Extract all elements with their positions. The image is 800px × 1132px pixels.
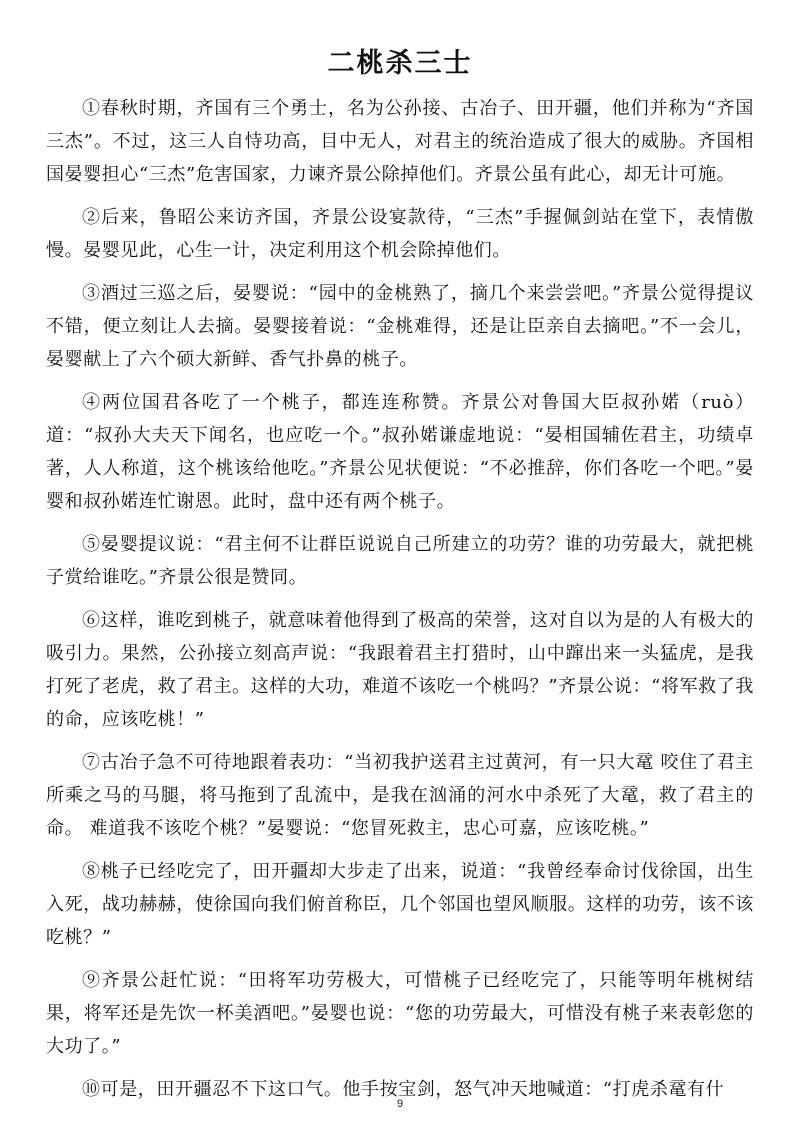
paragraph-6: ⑥这样，谁吃到桃子，就意味着他得到了极高的荣誉，这对自以为是的人有极大的吸引力。果然，公孙接立刻高声说：“我跟着君主打猎时，山中蹿出来一头猛虎，是我打死了老虎，救了君主。这样的大功，难道不该吃一个桃吗？”齐景公说：“将军救了我的命，应该吃桃！” bbox=[46, 610, 754, 730]
paragraph-10: ⑩可是，田开疆忍不下这口气。他手按宝剑，怒气冲天地喊道：“打虎杀鼋有什 bbox=[82, 1079, 725, 1100]
paragraph-7: ⑦古冶子急不可待地跟着表功：“当初我护送君主过黄河，有一只大鼋 咬住了君主所乘之马的马腿，将马拖到了乱流中，是我在汹涌的河水中杀死了大鼋，救了君主的命。 难道我不该吃个桃？”晏婴说：“您冒死救主，忠心可嘉，应该吃桃。” bbox=[46, 752, 754, 839]
paragraph-5: ⑤晏婴提议说：“君主何不让群臣说说自己所建立的功劳？谁的功劳最大，就把桃子赏给谁吃。”齐景公很是赞同。 bbox=[46, 534, 754, 588]
paragraph-9: ⑨齐景公赶忙说：“田将军功劳极大，可惜桃子已经吃完了，只能等明年桃树结果，将军还是先饮一杯美酒吧。”晏婴也说：“您的功劳最大，可惜没有桃子来表彰您的大功了。” bbox=[46, 970, 754, 1057]
page-number: 9 bbox=[396, 1098, 404, 1110]
paragraph-1: ①春秋时期，齐国有三个勇士，名为公孙接、古冶子、田开疆，他们并称为“齐国三杰”。不过，这三人自恃功高，目中无人，对君主的统治造成了很大的威胁。齐国相国晏婴担心“三杰”危害国家，力谏齐景公除掉他们。齐景公虽有此心，却无计可施。 bbox=[46, 98, 754, 185]
paragraph-3: ③酒过三巡之后，晏婴说：“园中的金桃熟了，摘几个来尝尝吧。”齐景公觉得提议不错，便立刻让人去摘。晏婴接着说：“金桃难得，还是让臣亲自去摘吧。”不一会儿，晏婴献上了六个硕大新鲜、香气扑鼻的桃子。 bbox=[46, 283, 754, 370]
paragraph-2: ②后来，鲁昭公来访齐国，齐景公设宴款待，“三杰”手握佩剑站在堂下，表情傲慢。晏婴见此，心生一计，决定利用这个机会除掉他们。 bbox=[46, 207, 754, 261]
document-title: 二桃杀三士 bbox=[327, 48, 473, 79]
paragraph-4: ④两位国君各吃了一个桃子，都连连称赞。齐景公对鲁国大臣叔孙婼（ruò）道：“叔孙大夫天下闻名，也应吃一个。”叔孙婼谦虚地说：“晏相国辅佐君主，功绩卓著，人人称道，这个桃该给他吃。”齐景公见状便说：“不必推辞，你们各吃一个吧。”晏婴和叔孙婼连忙谢恩。此时，盘中还有两个桃子。 bbox=[46, 392, 754, 512]
paragraph-8: ⑧桃子已经吃完了，田开疆却大步走了出来，说道：“我曾经奉命讨伐徐国，出生入死，战功赫赫，使徐国向我们俯首称臣，几个邻国也望风顺服。这样的功劳，该不该吃桃？” bbox=[46, 861, 754, 948]
